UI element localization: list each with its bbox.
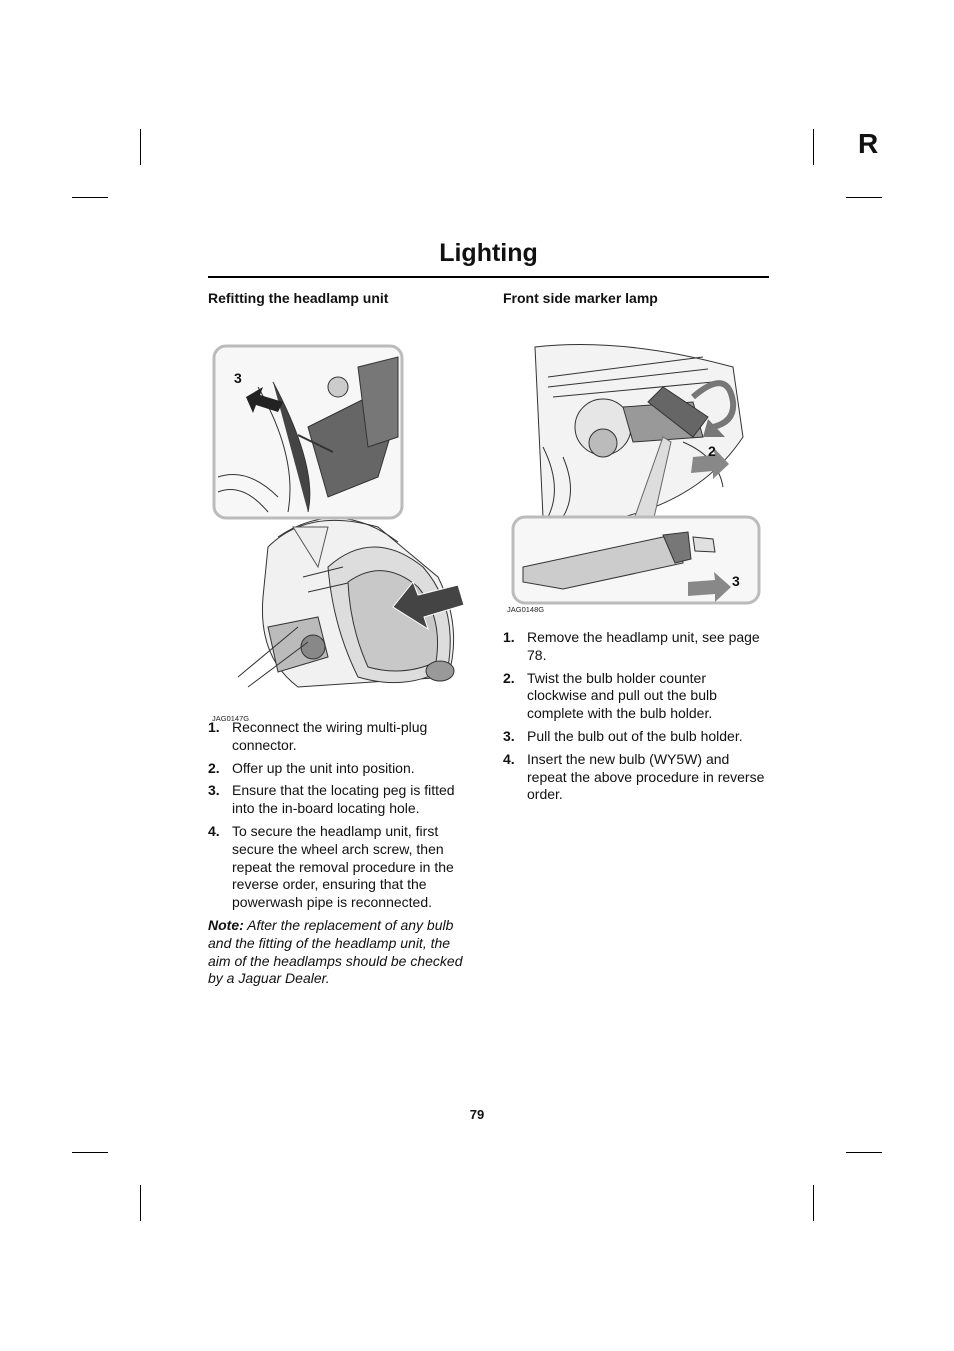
section-heading: Front side marker lamp <box>503 290 658 306</box>
list-item: 2. Offer up the unit into position. <box>208 759 415 776</box>
headlamp-refit-illustration <box>208 327 474 723</box>
steps-list <box>503 629 769 804</box>
note-text: After the replacement of any bulb and the fitting of the headlamp unit, the aim of the headlamps should be checked by a Jaguar Dealer. <box>208 916 463 987</box>
right-column <box>503 289 769 809</box>
figure-callout: 3 <box>732 573 740 589</box>
figure-code: JAG0148G <box>507 605 545 614</box>
list-item: 3. Pull the bulb out of the bulb holder. <box>503 727 743 744</box>
crop-mark <box>72 197 108 198</box>
figure-callout: 2 <box>708 443 716 459</box>
note-label: Note: <box>208 916 244 933</box>
side-marker-illustration <box>503 327 769 614</box>
headlamp-drawing <box>208 327 474 689</box>
note <box>208 917 474 988</box>
list-item: 3. Ensure that the locating peg is fitted into the in-board locating hole. <box>208 782 455 817</box>
list-item: 4. Insert the new bulb (WY5W) and repeat the above procedure in reverse order. <box>503 750 765 803</box>
crop-mark <box>813 129 814 165</box>
crop-mark <box>846 197 882 198</box>
crop-mark <box>140 129 141 165</box>
crop-mark <box>813 1185 814 1221</box>
page-number: 79 <box>469 1107 485 1122</box>
list-item: 1. Reconnect the wiring multi-plug connector. <box>208 719 428 753</box>
figure-code: JAG0147G <box>212 714 250 723</box>
crop-mark <box>846 1152 882 1153</box>
list-item: 1. Remove the headlamp unit, see page 78. <box>503 629 760 663</box>
side-marker-drawing <box>503 327 769 607</box>
crop-mark <box>72 1152 108 1153</box>
steps-list <box>208 719 474 912</box>
list-item: 4. To secure the headlamp unit, first secure the wheel arch screw, then repeat the removal procedure in the reverse order, ensuring that the powerwash pipe is reconnected. <box>208 822 454 911</box>
page-title: Lighting <box>439 239 538 267</box>
list-item: 2. Twist the bulb holder counter clockwise and pull out the bulb complete with the bulb holder. <box>503 669 717 722</box>
section-heading: Refitting the headlamp unit <box>208 290 389 306</box>
figure-callout: 3 <box>234 370 242 386</box>
crop-mark <box>140 1185 141 1221</box>
title-rule <box>208 276 769 278</box>
section-letter: R <box>858 128 879 159</box>
left-column <box>208 289 474 988</box>
